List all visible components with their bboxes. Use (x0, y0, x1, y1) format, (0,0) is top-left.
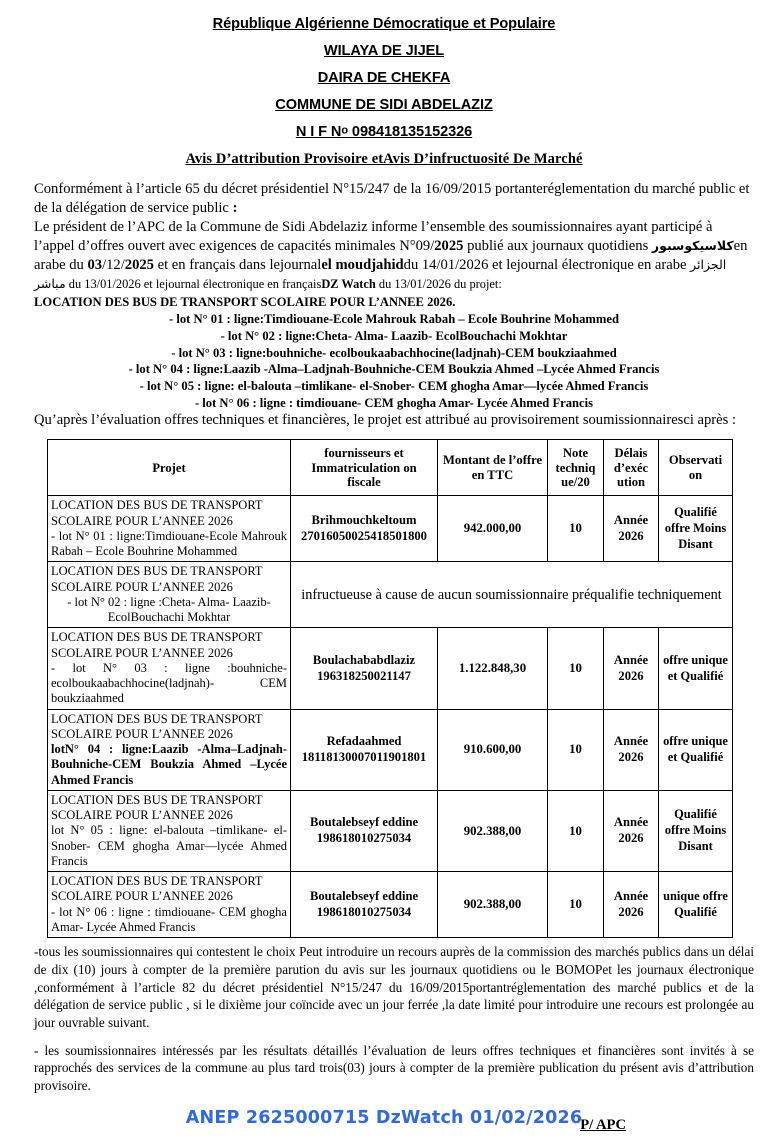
table-row (48, 709, 733, 790)
cell-infructueuse-notice: infructueuse à cause de aucun soumissionnaire préqualifie techniquement (291, 562, 733, 628)
cell-montant: 910.600,00 (438, 709, 548, 790)
cell-projet (48, 872, 291, 938)
header-line-daira: DAIRA DE CHEKFA (317, 70, 451, 87)
projet-line-2: SCOLAIRE POUR L’ANNEE 2026 (51, 513, 233, 528)
table-row (48, 562, 733, 628)
intro-p2-b: publié aux journaux quotidiens (463, 238, 652, 255)
column-header-note: Note techniq ue/20 (548, 440, 604, 496)
cell-observation: offre unique et Qualifié (659, 628, 733, 709)
cell-note: 10 (548, 872, 604, 938)
header-line-wilaya: WILAYA DE JIJEL (323, 43, 445, 60)
intro-p1-colon: : (232, 200, 238, 217)
nif-label: N I F N (295, 124, 342, 141)
projet-lot-line: - lot N° 06 : ligne : timdiouane- CEM ghogha Amar- Lycée Ahmed Francis (51, 904, 287, 934)
fournisseur-nif: 198618010275034 (316, 904, 412, 919)
arabic-journal-classico: كلاسيكوسبور (651, 238, 734, 254)
note-recours: -tous les soumissionnaires qui contestent le choix Peut introduire un recours auprès de la commission des marchés publics dans un délai de dix (10) jours à compter de la première parution du avis sur les journaux quotidiens ou le BOMOPet les journaux électronique ,conformément à l’article 82 du décret présidentiel N°15/247 du 16/09/2015portantréglementation des marché publics et de la délégation de service public , si le dixième jour coïncide avec un jour ferrée ,la date limité pour introduire une recours est prolongée au jour ouvrable suivant. (34, 944, 754, 1030)
projet-line-1: LOCATION DES BUS DE TRANSPORT (51, 792, 263, 807)
header-line-commune: COMMUNE DE SIDI ABDELAZIZ (275, 97, 493, 114)
intro-p2-g: du 13/01/2026 du projet: (375, 277, 502, 292)
fournisseur-name: Refadaahmed (326, 734, 402, 749)
column-header-projet: Projet (48, 440, 291, 496)
cell-observation: offre unique et Qualifié (659, 709, 733, 790)
projet-line-2: SCOLAIRE POUR L’ANNEE 2026 (51, 579, 233, 594)
anep-footer: ANEP 2625000715 DzWatch 01/02/2026 (185, 1108, 583, 1128)
intro-p2-d: et en français dans lejournal (153, 257, 322, 274)
intro-p2-date-day: 03 (87, 257, 103, 274)
intro-p2-a: Le président de l’APC de la Commune de Sidi Abdelaziz informe l’ensemble des soumissionnaires ayant participé à l’appel d’offres ouvert avec exigences de capacités minimales N°09/ (34, 219, 713, 255)
intro-p2-year: 2025 (434, 238, 464, 255)
projet-line-1: LOCATION DES BUS DE TRANSPORT (51, 874, 263, 889)
cell-montant: 902.388,00 (438, 872, 548, 938)
cell-montant: 902.388,00 (438, 790, 548, 871)
delais-line-1: Année (613, 734, 649, 749)
projet-line-2: SCOLAIRE POUR L’ANNEE 2026 (51, 645, 233, 660)
cell-projet (48, 790, 291, 871)
cell-note: 10 (548, 709, 604, 790)
arabic-journal-eldjazair: الجزائر مباشر (34, 257, 727, 292)
cell-projet (48, 562, 291, 628)
projet-lot-line: - lot N° 03 : ligne :bouhniche- ecolboukaabachhocine(ladjnah)- CEM boukziaahmed (51, 660, 287, 706)
projet-line-2: SCOLAIRE POUR L’ANNEE 2026 (51, 726, 233, 741)
list-item: - lot N° 06 : ligne : timdiouane- CEM ghogha Amar- Lycée Ahmed Francis (194, 395, 594, 410)
column-header-montant: Montant de l’offre en TTC (438, 440, 548, 496)
intro-p2-date-sep: /12/ (102, 257, 125, 274)
delais-line-1: Année (613, 888, 649, 903)
column-header-observation: Observati on (659, 440, 733, 496)
intro-p2-date-year: 2025 (124, 257, 154, 274)
delais-line-2: 2026 (618, 904, 644, 919)
delais-line-1: Année (613, 652, 649, 667)
cell-montant: 1.122.848,30 (438, 628, 548, 709)
fournisseur-nif: 18118130007011901801 (301, 749, 427, 764)
cell-observation: Qualifié offre Moins Disant (659, 496, 733, 562)
delais-line-1: Année (613, 513, 649, 528)
nif-value: 098418135152326 (347, 124, 473, 141)
lot-list (34, 311, 754, 411)
cell-delais (604, 872, 659, 938)
column-header-delais: Délais d’exéc ution (604, 440, 659, 496)
fournisseur-name: Boulachababdlaziz (312, 652, 416, 667)
projet-line-1: LOCATION DES BUS DE TRANSPORT (51, 564, 263, 579)
signature-block: P/ APC (580, 1116, 626, 1133)
page-title: Avis D’attribution Provisoire etAvis D’infructuosité De Marché (185, 151, 583, 168)
projet-lot-line: lot N° 05 : ligne: el-balouta –timlikane- el-Snober- CEM ghogha Amar—lycée Ahmed Francis (51, 823, 287, 868)
cell-montant: 942.000,00 (438, 496, 548, 562)
table-header-row (48, 440, 733, 496)
table-row (48, 628, 733, 709)
intro-p2-f: du 13/01/2026 et lejournal électronique en français (65, 277, 322, 292)
intro-p1-text: Conformément à l’article 65 du décret présidentiel N°15/247 de la 16/09/2015 portanteréglementation du marché public et de la délégation de service public (34, 181, 750, 217)
projet-line-1: LOCATION DES BUS DE TRANSPORT (51, 630, 263, 645)
note-resultats: - les soumissionnaires intéressés par les résultats détaillés l’évaluation de leurs offres techniques et financières sont invités à se rapprochés des services de la commune au plus tard trois(03) jours à compter de la première publication du présent avis d’attribution provisoire. (34, 1042, 754, 1093)
cell-note: 10 (548, 628, 604, 709)
projet-lot-line: lotN° 04 : ligne:Laazib -Alma–Ladjnah-Bouhniche-CEM Boukzia Ahmed –Lycée Ahmed Francis (51, 742, 287, 787)
column-header-fournisseurs: fournisseurs et Immatriculation on fiscale (291, 440, 438, 496)
intro-section (0, 180, 768, 430)
intro-p2-c: en arabe du (34, 238, 748, 274)
cell-fournisseur (291, 872, 438, 938)
fournisseur-nif: 196318250021147 (317, 668, 411, 683)
list-item: - lot N° 05 : ligne: el-balouta –timlikane- el-Snober- CEM ghogha Amar—lycée Ahmed Francis (139, 378, 649, 393)
header-line-nif (0, 124, 768, 140)
projet-line-2: SCOLAIRE POUR L’ANNEE 2026 (51, 889, 233, 904)
delais-line-2: 2026 (618, 749, 644, 764)
list-item: - lot N° 01 : ligne:Timdiouane-Ecole Mahrouk Rabah – Ecole Bouhrine Mohammed (169, 312, 619, 327)
table-row (48, 872, 733, 938)
fournisseur-nif: 198618010275034 (316, 831, 412, 846)
intro-paragraph-1 (34, 180, 754, 218)
projet-lot-line: - lot N° 01 : ligne:Timdiouane-Ecole Mahrouk Rabah – Ecole Bouhrine Mohammed (51, 528, 287, 559)
award-table (47, 439, 733, 938)
fournisseur-name: Brihmouchkeltoum (311, 513, 417, 528)
list-item: - lot N° 04 : ligne:Laazib -Alma–Ladjnah-Bouhniche-CEM Boukzia Ahmed –Lycée Ahmed Francis (128, 362, 660, 377)
cell-fournisseur (291, 790, 438, 871)
cell-delais (604, 709, 659, 790)
cell-delais (604, 790, 659, 871)
projet-line-1: LOCATION DES BUS DE TRANSPORT (51, 711, 263, 726)
projet-line-2: SCOLAIRE POUR L’ANNEE 2026 (51, 808, 233, 823)
list-item: - lot N° 02 : ligne:Cheta- Alma- Laazib- EcolBouchachi Mokhtar (220, 328, 568, 343)
table-row (48, 790, 733, 871)
cell-fournisseur (291, 628, 438, 709)
evaluation-statement: Qu’après l’évaluation offres techniques et financières, le projet est attribué au provisoirement soumissionnairesci après : (34, 412, 737, 429)
cell-projet (48, 496, 291, 562)
cell-fournisseur (291, 496, 438, 562)
cell-observation: Qualifié offre Moins Disant (659, 790, 733, 871)
fournisseur-nif: 27016050025418501800 (301, 528, 427, 543)
header-line-republic: République Algérienne Démocratique et Populaire (212, 16, 556, 32)
cell-note: 10 (548, 496, 604, 562)
cell-fournisseur (291, 709, 438, 790)
cell-note: 10 (548, 790, 604, 871)
award-table-wrapper (0, 439, 768, 938)
document-header (0, 0, 768, 168)
cell-projet (48, 709, 291, 790)
cell-projet (48, 628, 291, 709)
journal-el-moudjahid: el moudjahid (321, 257, 404, 274)
projet-lot-line: - lot N° 02 : ligne :Cheta- Alma- Laazib- EcolBouchachi Mokhtar (67, 594, 271, 625)
project-title: LOCATION DES BUS DE TRANSPORT SCOLAIRE POUR L’ANNEE 2026. (34, 295, 456, 310)
delais-line-2: 2026 (618, 668, 644, 683)
cell-observation: unique offre Qualifié (659, 872, 733, 938)
delais-line-1: Année (613, 815, 649, 830)
delais-line-2: 2026 (618, 528, 644, 543)
delais-line-2: 2026 (618, 831, 644, 846)
fournisseur-name: Boutalebseyf eddine (309, 815, 419, 830)
intro-p2-e: du 14/01/2026 et lejournal électronique en arabe (403, 257, 691, 274)
cell-delais (604, 496, 659, 562)
notes-section (0, 943, 768, 1134)
table-row (48, 496, 733, 562)
projet-line-1: LOCATION DES BUS DE TRANSPORT (51, 498, 263, 513)
journal-dz-watch: DZ Watch (321, 277, 376, 292)
list-item: - lot N° 03 : ligne:bouhniche- ecolboukaabachhocine(ladjnah)-CEM boukziaahmed (171, 345, 617, 360)
fournisseur-name: Boutalebseyf eddine (309, 888, 419, 903)
intro-paragraph-2 (34, 218, 754, 294)
nif-superscript: o (341, 124, 348, 137)
cell-delais (604, 628, 659, 709)
